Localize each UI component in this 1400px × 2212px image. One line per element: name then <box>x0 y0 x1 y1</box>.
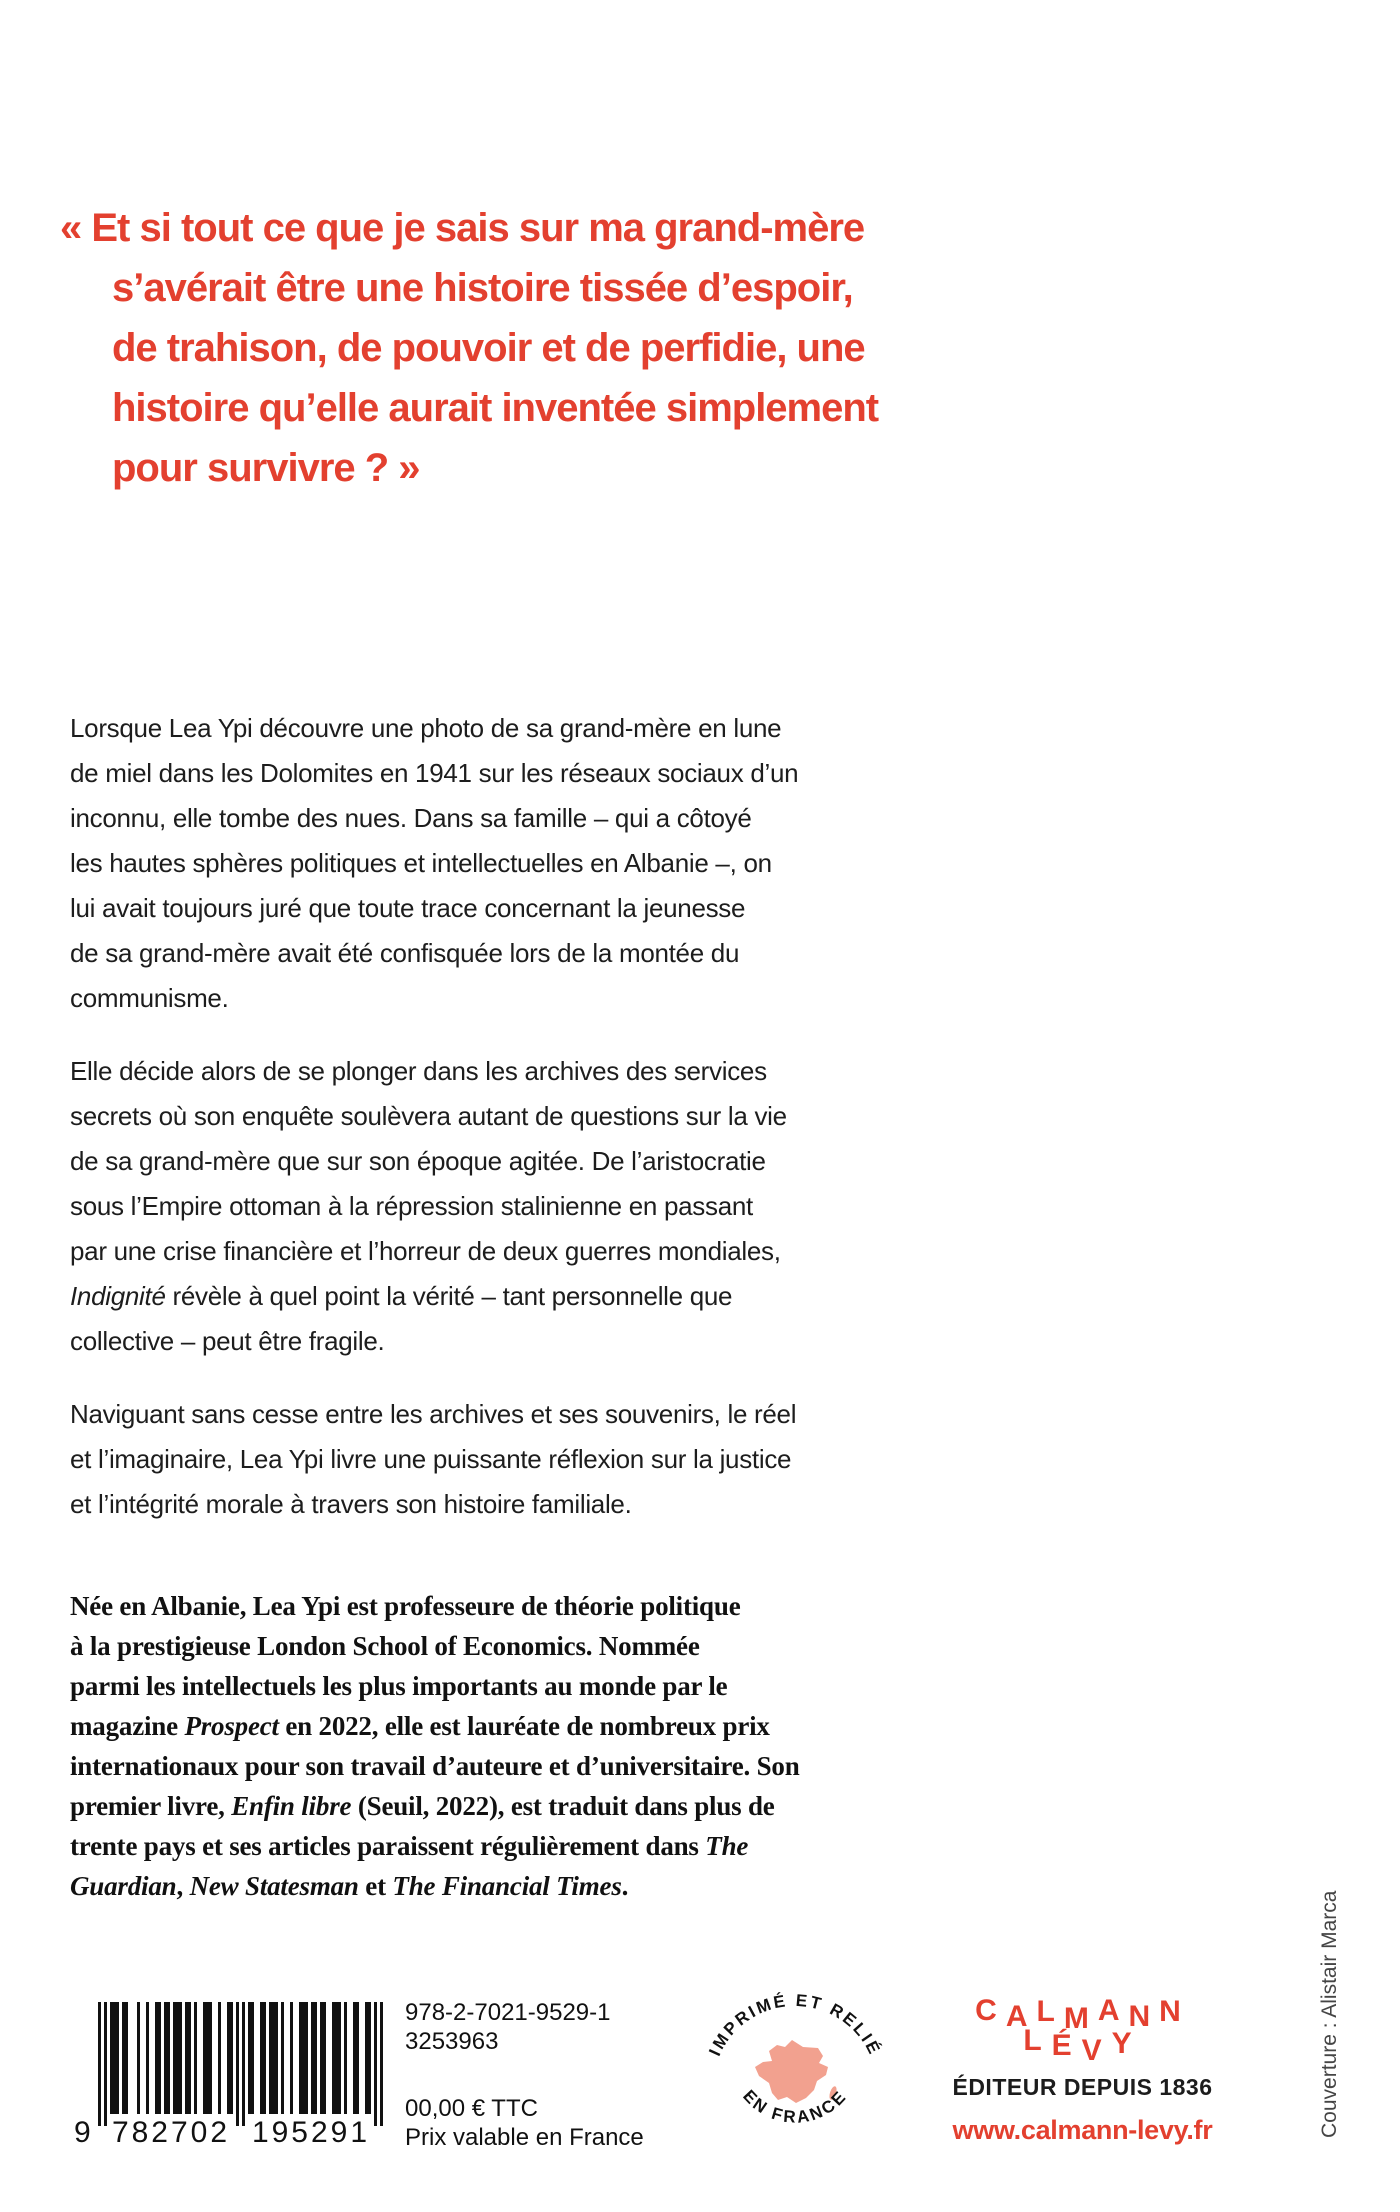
quote-line: s’avérait être une histoire tissée d’espoir, <box>112 266 853 310</box>
synopsis-paragraph: Naviguant sans cesse entre les archives et ses souvenirs, le réel et l’imaginaire, Lea Ypi livre une puissante réflexion sur la justice et l’intégrité morale à travers son histoire familiale. <box>70 1399 797 1519</box>
synopsis-paragraph: Elle décide alors de se plonger dans les archives des services secrets où son enquête soulèvera autant de questions sur la vie de sa grand-mère que sur son époque agitée. De l’aristocratie sous l’Empire ottoman à la répression stalinienne en passant par une crise financière et l’horreur de deux guerres mondiales, Indignité révèle à quel point la vérité – tant personnelle que collective – peut être fragile. <box>70 1056 787 1356</box>
barcode-group2: 195291 <box>251 2116 371 2149</box>
publisher-logo <box>940 1994 1225 2146</box>
barcode-group1: 782702 <box>111 2116 231 2149</box>
isbn-block <box>405 1998 611 2056</box>
stamp-arc-bottom-text: EN FRANCE <box>739 2086 851 2127</box>
printed-in-france-stamp <box>695 1966 895 2166</box>
price-block <box>405 2094 644 2152</box>
price-note: Prix valable en France <box>405 2124 644 2151</box>
quote-line: de trahison, de pouvoir et de perfidie, une <box>112 326 865 370</box>
quote-line: « Et si tout ce que je sais sur ma grand-mère <box>60 206 865 250</box>
product-code: 3253963 <box>405 2028 499 2055</box>
france-map-icon <box>755 2040 838 2103</box>
barcode-bars-icon <box>98 2002 383 2126</box>
price-value: 00,00 € TTC <box>405 2095 538 2122</box>
barcode-lead-digit: 9 <box>74 2116 91 2149</box>
ean13-barcode <box>74 2002 383 2152</box>
publisher-name-line2: LÉVY <box>1023 2024 1142 2067</box>
author-bio-text: Née en Albanie, Lea Ypi est professeure de théorie politique à la prestigieuse London School of Economics. Nommée parmi les intellectuels les plus importants au monde par le magazine Prospect en 2022, elle est lauréate de nombreux prix internationaux pour son travail d’auteure et d’universitaire. Son premier livre, Enfin libre (Seuil, 2022), est traduit dans plus de trente pays et ses articles paraissent régulièrement dans The Guardian, New Statesman et The Financial Times. <box>70 1591 800 1901</box>
barcode-digits <box>74 2114 383 2150</box>
synopsis-text <box>70 706 910 1555</box>
stamp-arc-top-text: IMPRIMÉ ET RELIÉ <box>705 1990 885 2059</box>
quote-line: histoire qu’elle aurait inventée simplement <box>112 386 879 430</box>
france-stamp-icon <box>695 1966 895 2166</box>
cover-credit: Couverture : Alistair Marca <box>1318 1890 1341 2138</box>
publisher-name-line1: CALMANN <box>975 1994 1190 2035</box>
publisher-website-link[interactable]: www.calmann-levy.fr <box>952 2115 1213 2145</box>
quote-line: pour survivre ? » <box>112 446 420 490</box>
publisher-tagline: ÉDITEUR DEPUIS 1836 <box>952 2074 1213 2100</box>
isbn-number: 978-2-7021-9529-1 <box>405 1999 611 2026</box>
synopsis-paragraph: Lorsque Lea Ypi découvre une photo de sa grand-mère en lune de miel dans les Dolomites en 1941 sur les réseaux sociaux d’un inconnu, elle tombe des nues. Dans sa famille – qui a côtoyé les hautes sphères politiques et intellectuelles en Albanie –, on lui avait toujours juré que toute trace concernant la jeunesse de sa grand-mère avait été confisquée lors de la montée du communisme. <box>70 713 799 1013</box>
pull-quote <box>60 198 878 498</box>
